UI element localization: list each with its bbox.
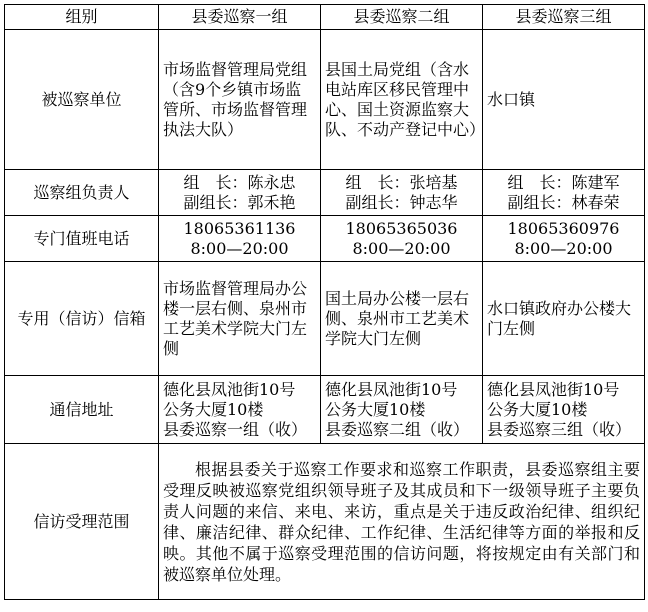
duty-phone-team-1 <box>159 216 321 262</box>
row-label-address: 通信地址 <box>5 376 159 444</box>
leaders-team-2 <box>321 170 483 216</box>
inspection-contact-table <box>4 4 645 600</box>
table-header-row <box>5 5 645 30</box>
address-line-street-team-2: 德化县凤池街10号 <box>325 379 458 399</box>
header-team-1: 县委巡察一组 <box>159 5 321 30</box>
mailbox-team-1: 市场监督管理局办公楼一层右侧、泉州市工艺美术学院大门左侧 <box>159 262 321 376</box>
table-row-leaders <box>5 170 645 216</box>
inspected-unit-team-3: 水口镇 <box>483 30 645 170</box>
address-line-building-team-2: 公务大厦10楼 <box>325 399 426 419</box>
address-team-2 <box>321 376 483 444</box>
address-team-3 <box>483 376 645 444</box>
row-label-mailbox: 专用（信访）信箱 <box>5 262 159 376</box>
header-team-2: 县委巡察二组 <box>321 5 483 30</box>
table-row-mailbox <box>5 262 645 376</box>
address-line-recipient-team-1: 县委巡察一组（收） <box>163 419 308 439</box>
phone-number-team-3: 18065360976 <box>507 218 620 238</box>
table-row-scope <box>5 444 645 600</box>
phone-number-team-2: 18065365036 <box>345 218 458 238</box>
deputy-leader-team-1: 副组长：郭禾艳 <box>183 192 296 212</box>
row-label-inspected-unit: 被巡察单位 <box>5 30 159 170</box>
leader-team-3: 组 长：陈建军 <box>507 172 620 192</box>
address-line-building-team-1: 公务大厦10楼 <box>163 399 264 419</box>
duty-phone-team-3 <box>483 216 645 262</box>
leaders-team-3 <box>483 170 645 216</box>
address-line-recipient-team-3: 县委巡察三组（收） <box>487 419 632 439</box>
header-team-3: 县委巡察三组 <box>483 5 645 30</box>
phone-hours-team-2: 8:00—20:00 <box>352 238 451 258</box>
leader-team-1: 组 长：陈永忠 <box>183 172 296 192</box>
mailbox-team-2: 国土局办公楼一层右侧、泉州市工艺美术学院大门左侧 <box>321 262 483 376</box>
address-line-street-team-1: 德化县凤池街10号 <box>163 379 296 399</box>
phone-hours-team-1: 8:00—20:00 <box>190 238 289 258</box>
row-label-duty-phone: 专门值班电话 <box>5 216 159 262</box>
table-row-inspected-unit <box>5 30 645 170</box>
address-line-building-team-3: 公务大厦10楼 <box>487 399 588 419</box>
address-line-street-team-3: 德化县凤池街10号 <box>487 379 620 399</box>
deputy-leader-team-2: 副组长：钟志华 <box>345 192 458 212</box>
duty-phone-team-2 <box>321 216 483 262</box>
table-row-duty-phone <box>5 216 645 262</box>
address-line-recipient-team-2: 县委巡察二组（收） <box>325 419 470 439</box>
leaders-team-1 <box>159 170 321 216</box>
mailbox-team-3: 水口镇政府办公楼大门左侧 <box>483 262 645 376</box>
phone-number-team-1: 18065361136 <box>183 218 296 238</box>
header-group: 组别 <box>5 5 159 30</box>
row-label-leaders: 巡察组负责人 <box>5 170 159 216</box>
address-team-1 <box>159 376 321 444</box>
deputy-leader-team-3: 副组长：林春荣 <box>507 192 620 212</box>
inspected-unit-team-2: 县国土局党组（含水电站库区移民管理中心、国土资源监察大队、不动产登记中心） <box>321 30 483 170</box>
phone-hours-team-3: 8:00—20:00 <box>514 238 613 258</box>
row-label-scope: 信访受理范围 <box>5 444 159 600</box>
petition-scope-text: 根据县委关于巡察工作要求和巡察工作职责，县委巡察组主要受理反映被巡察党组织领导班子及其成员和下一级领导班子主要负责人问题的来信、来电、来访，重点是关于违反政治纪律、组织纪律、廉洁纪律、群众纪律、工作纪律、生活纪律等方面的举报和反映。其他不属于巡察受理范围的信访问题，将按规定由有关部门和被巡察单位处理。 <box>159 444 645 600</box>
leader-team-2: 组 长：张培基 <box>345 172 458 192</box>
table-row-address <box>5 376 645 444</box>
inspected-unit-team-1: 市场监督管理局党组（含9个乡镇市场监管所、市场监督管理执法大队） <box>159 30 321 170</box>
